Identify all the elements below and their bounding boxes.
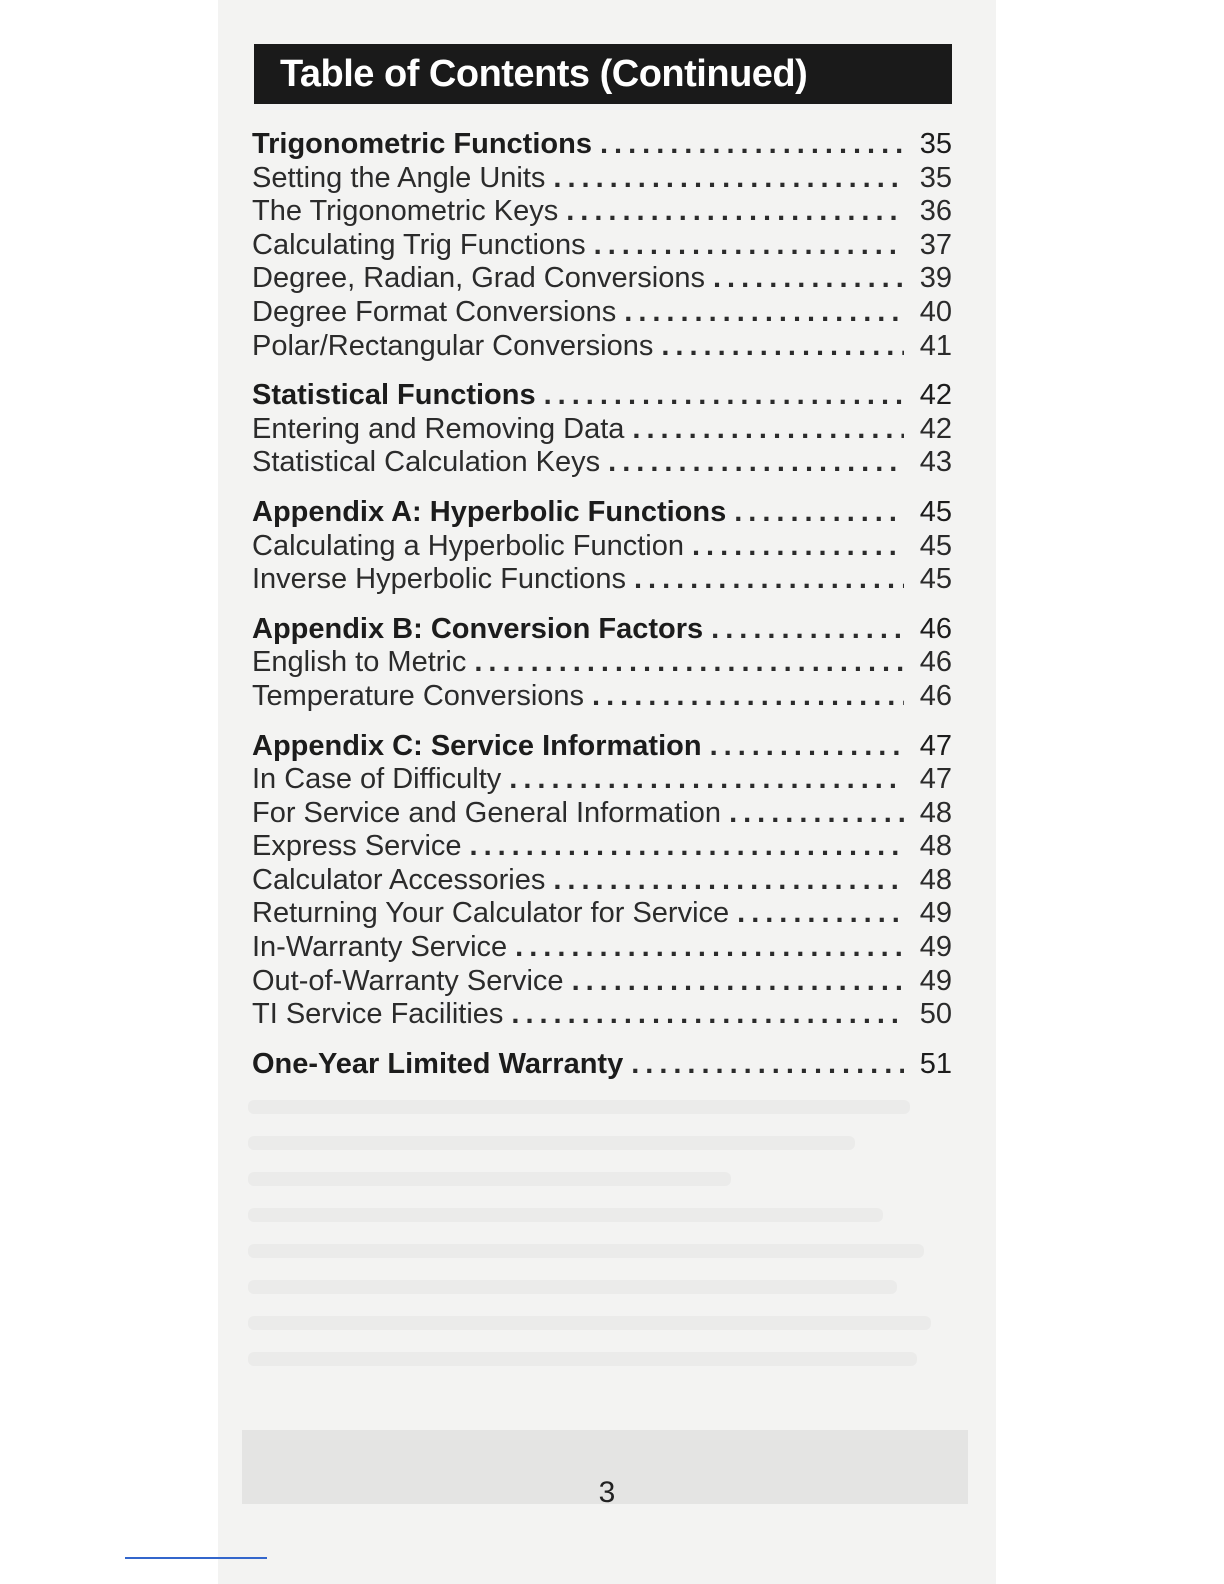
manual-page: [218, 0, 996, 1584]
dot-leader: [515, 931, 904, 964]
toc-page-number: 45: [919, 563, 952, 596]
dot-leader: [737, 897, 904, 930]
toc-entry-title: The Trigonometric Keys: [252, 195, 559, 228]
page-title: Table of Contents (Continued): [254, 44, 952, 104]
dot-leader: [608, 446, 904, 479]
dot-leader: [634, 563, 904, 596]
toc-section-heading: [252, 730, 952, 764]
toc-entry: [252, 229, 952, 263]
toc-page-number: 51: [919, 1047, 952, 1080]
toc-entry-title: For Service and General Information: [252, 796, 722, 829]
dot-leader: [470, 830, 904, 863]
toc-page-number: 49: [919, 964, 952, 997]
toc-entry-title: Inverse Hyperbolic Functions: [252, 563, 626, 596]
bleed-through-text: [248, 1100, 938, 1388]
dot-leader: [713, 262, 904, 295]
dot-leader: [710, 730, 904, 763]
toc-section-heading: [252, 496, 952, 530]
toc-page-number: 40: [919, 295, 952, 328]
dot-leader: [572, 965, 904, 998]
toc-heading-title: Trigonometric Functions: [252, 128, 592, 160]
dot-leader: [592, 680, 904, 713]
toc-section: [252, 496, 952, 597]
toc-page-number: 41: [919, 329, 952, 362]
toc-page-number: 35: [919, 161, 952, 194]
toc-entry: [252, 864, 952, 898]
toc-entry-title: Express Service: [252, 830, 462, 863]
table-of-contents: [252, 128, 952, 1097]
toc-entry-title: Out-of-Warranty Service: [252, 964, 564, 997]
toc-entry-title: TI Service Facilities: [252, 998, 504, 1031]
dot-leader: [729, 797, 904, 830]
toc-page-number: 39: [919, 262, 952, 295]
toc-page-number: 37: [919, 228, 952, 261]
toc-entry: [252, 897, 952, 931]
toc-entry-title: Setting the Angle Units: [252, 161, 546, 194]
dot-leader: [661, 330, 904, 363]
toc-entry-title: Degree, Radian, Grad Conversions: [252, 262, 705, 295]
toc-entry: [252, 998, 952, 1032]
dot-leader: [600, 128, 904, 161]
toc-page-number: 49: [919, 931, 952, 964]
toc-entry-title: Degree Format Conversions: [252, 295, 617, 328]
toc-entry: [252, 296, 952, 330]
toc-entry: [252, 195, 952, 229]
dot-leader: [624, 296, 904, 329]
toc-entry-title: In Case of Difficulty: [252, 763, 502, 796]
toc-entry-title: Entering and Removing Data: [252, 412, 625, 445]
toc-page-number: 46: [919, 646, 952, 679]
dot-leader: [734, 496, 904, 529]
toc-entry: [252, 330, 952, 364]
toc-entry: [252, 830, 952, 864]
dot-leader: [566, 195, 904, 228]
toc-entry: [252, 646, 952, 680]
toc-section-heading: [252, 128, 952, 162]
dot-leader: [553, 162, 904, 195]
toc-page-number: 43: [919, 446, 952, 479]
toc-heading-title: Appendix B: Conversion Factors: [252, 612, 704, 645]
toc-entry-title: Returning Your Calculator for Service: [252, 897, 730, 930]
page-number: 3: [598, 1476, 616, 1509]
dot-leader: [544, 379, 904, 412]
toc-entry-title: Calculator Accessories: [252, 863, 546, 896]
toc-entry-title: Polar/Rectangular Conversions: [252, 329, 654, 362]
toc-page-number: 45: [919, 495, 952, 528]
toc-entry-title: Statistical Calculation Keys: [252, 446, 601, 479]
toc-page-number: 45: [919, 529, 952, 562]
dot-leader: [509, 763, 904, 796]
toc-heading-title: One-Year Limited Warranty: [252, 1047, 624, 1080]
dot-leader: [632, 413, 904, 446]
toc-heading-title: Appendix C: Service Information: [252, 729, 702, 762]
toc-entry-title: English to Metric: [252, 646, 467, 679]
toc-entry: [252, 162, 952, 196]
toc-page-number: 46: [919, 679, 952, 712]
toc-entry: [252, 797, 952, 831]
toc-heading-title: Appendix A: Hyperbolic Functions: [252, 495, 727, 528]
toc-section-heading: [252, 379, 952, 413]
toc-entry: [252, 965, 952, 999]
toc-section-heading: [252, 1048, 952, 1082]
toc-section-heading: [252, 613, 952, 647]
toc-page-number: 35: [919, 128, 952, 160]
dot-leader: [553, 864, 904, 897]
toc-entry: [252, 446, 952, 480]
footnote-rule: [125, 1557, 267, 1559]
toc-page-number: 48: [919, 863, 952, 896]
toc-entry: [252, 563, 952, 597]
toc-section: [252, 128, 952, 363]
toc-page-number: 46: [919, 612, 952, 645]
toc-section: [252, 379, 952, 480]
toc-page-number: 36: [919, 195, 952, 228]
toc-page-number: 49: [919, 897, 952, 930]
toc-section: [252, 613, 952, 714]
toc-section: [252, 730, 952, 1032]
toc-page-number: 42: [919, 412, 952, 445]
toc-entry: [252, 931, 952, 965]
toc-entry-title: Calculating a Hyperbolic Function: [252, 529, 684, 562]
toc-page-number: 42: [919, 379, 952, 412]
toc-entry-title: Calculating Trig Functions: [252, 228, 586, 261]
toc-entry: [252, 530, 952, 564]
toc-page-number: 50: [919, 998, 952, 1031]
toc-heading-title: Statistical Functions: [252, 379, 536, 412]
toc-page-number: 47: [919, 763, 952, 796]
toc-page-number: 48: [919, 796, 952, 829]
toc-entry-title: In-Warranty Service: [252, 931, 508, 964]
toc-entry: [252, 763, 952, 797]
dot-leader: [474, 646, 904, 679]
toc-entry: [252, 413, 952, 447]
dot-leader: [511, 998, 904, 1031]
dot-leader: [631, 1048, 904, 1081]
toc-entry-title: Temperature Conversions: [252, 679, 585, 712]
toc-page-number: 48: [919, 830, 952, 863]
dot-leader: [692, 530, 904, 563]
toc-entry: [252, 262, 952, 296]
dot-leader: [594, 229, 904, 262]
toc-page-number: 47: [919, 729, 952, 762]
toc-entry: [252, 680, 952, 714]
toc-section: [252, 1048, 952, 1082]
dot-leader: [711, 613, 904, 646]
